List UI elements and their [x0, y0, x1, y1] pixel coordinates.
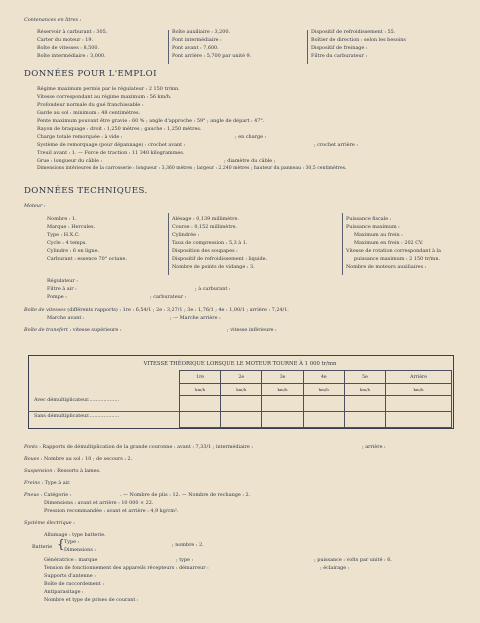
batterie-type: Type : [64, 539, 80, 545]
emploi-line: Garde au sol : minimum : 48 centimètres. [37, 110, 141, 116]
unit-cell: km/h [262, 384, 303, 396]
supports-antenne: Supports d'antenne : [44, 573, 96, 579]
moteur-item: Type : H.X.C. [47, 232, 80, 238]
boite-transfert-line [24, 327, 121, 333]
moteur-item: Dispositif de refroidissement : liquide. [172, 256, 268, 262]
emploi-line: ; en charge : [235, 134, 267, 140]
moteur-item: Puissance fiscale : [346, 216, 392, 222]
table-cell [344, 396, 385, 412]
regulateur-line: Régulateur : [47, 278, 78, 284]
pneus-dimensions: Dimensions : avant et arrière : 10 000 × 22. [44, 500, 154, 506]
moteur-item: Disposition des soupapes : [172, 248, 238, 254]
contenance-item: Boîte auxiliaire : 3,200. [172, 29, 231, 35]
unit-cell: km/h [221, 384, 262, 396]
marche-arriere-line: ; — Marche arrière : [170, 315, 221, 321]
emploi-line: Grue : longueur du câble : [37, 158, 103, 164]
moteur-label: Moteur : [24, 203, 46, 209]
contenance-item: Pont intermédiaire : [172, 37, 222, 43]
emploi-line: Système de remorquage (pour dépannage) : crochet avant : [37, 142, 186, 148]
roues-label: Roues [24, 456, 40, 462]
moteur-item: Puissance maximum : [346, 224, 400, 230]
contenance-item: Pont arrière : 5,700 par unité 9. [172, 53, 252, 59]
moteur-item: Cylindre : 6 en ligne. [47, 248, 100, 254]
freins-label: Freins [24, 480, 40, 486]
boite-vitesses-text: (différents rapports) : 1re : 6,54/1 ; 2e : 3,27/1 ; 3e : 1,76/1 ; 4e : 1,00/1 ; arrière : 7,24/1. [67, 307, 289, 313]
generatrice-puissance: ; puissance : volts par unité : 6. [314, 557, 392, 563]
unit-cell: km/h [180, 384, 221, 396]
table-cell [386, 412, 452, 428]
table-cell [262, 412, 303, 428]
moteur-item: Marque : Hercules. [47, 224, 96, 230]
moteur-item: Nombre : 1. [47, 216, 77, 222]
emploi-line: Treuil avant : 1. — Force de traction : 11 340 kilogrammes. [37, 150, 185, 156]
moteur-item: Cycle : 4 temps. [47, 240, 87, 246]
boite-transfert-label: Boîte de transfert [24, 327, 68, 333]
roues-line [24, 456, 132, 462]
column-divider [307, 30, 308, 64]
ponts-line [24, 444, 253, 450]
moteur-item: Taux de compression : 5,3 à 1. [172, 240, 248, 246]
moteur-item: Course : 0,152 millimètre. [172, 224, 238, 230]
table-cell [221, 412, 262, 428]
table-row-label: Avec démultiplicateur.................... [34, 397, 120, 403]
col-header: 4e [303, 371, 344, 384]
section-heading-emploi: DONNÉES POUR L'EMPLOI [24, 69, 157, 79]
emploi-line: Profondeur normale du gué franchissable : [37, 102, 144, 108]
freins-line [24, 480, 71, 486]
moteur-item: Alésage : 0,139 millimètre. [172, 216, 239, 222]
emploi-line: Vitesse correspondant au régime maximum : 56 km/h. [37, 94, 172, 100]
table-cell [180, 396, 221, 412]
allumage-line: Allumage : type batterie. [44, 532, 106, 538]
unit-cell: km/h [386, 384, 452, 396]
column-divider [168, 213, 169, 275]
batterie-brace: { [57, 537, 65, 551]
contenance-item: Pont avant : 7,600. [172, 45, 219, 51]
filtre-air-line: Filtre à air : [47, 286, 77, 292]
emploi-line: ; diamètre du câble ; [224, 158, 276, 164]
suspension-label: Suspension [24, 468, 53, 474]
col-header: 5e [344, 371, 385, 384]
pneus-line [24, 492, 71, 498]
contenance-item: Dispositif de refroidissement : 55. [311, 29, 396, 35]
moteur-item: puissance maximum : 2 150 tr/mn. [354, 256, 441, 262]
pneus-plis: . — Nombre de plis : 12. — Nombre de rechange : 2. [120, 492, 251, 498]
emploi-line: Rayon de braquage : droit : 1,250 mètres ; gauche : 1,250 mètres. [37, 126, 202, 132]
generatrice-line: Génératrice : marque [44, 557, 98, 563]
contenance-item: Boîtier de direction : selon les besoins [311, 37, 406, 43]
batterie-dimensions: Dimensions : [64, 547, 97, 553]
antiparasitage: Antiparasitage : [44, 589, 84, 595]
batterie-label: Batterie [32, 544, 53, 550]
moteur-item: Vitesse de rotation correspondant à la [346, 248, 441, 254]
moteur-item: Maximum au frein : [354, 232, 403, 238]
col-header: 1re [180, 371, 221, 384]
boite-transfert-text: : vitesse supérieure : [69, 327, 122, 333]
carburateur-line: ; carburateur : [150, 294, 187, 300]
table-cell [262, 396, 303, 412]
table-cell [303, 412, 344, 428]
table-row-divider [28, 411, 179, 412]
speed-table-title: VITESSE THÉORIQUE LORSQUE LE MOTEUR TOURNE À 1 000 tr/mn [143, 361, 337, 367]
roues-text: : Nombre au sol : 10 ; de secours : 2. [40, 456, 133, 462]
moteur-item: Cylindrée : [172, 232, 200, 238]
ponts-arriere: ; arrière : [362, 444, 386, 450]
column-divider [168, 30, 169, 64]
emploi-line: Dimensions intérieures de la carrosserie : longueur : 3,360 mètres ; largeur : 2,240 mètres ; hauteur du panneau : 30,5 centimètres. [37, 166, 347, 171]
moteur-item: Carburant : essence 70° octane. [47, 256, 127, 262]
filtre-carburant-line: ; à carburant : [195, 286, 231, 292]
emploi-line: Pente maximum pouvant être gravie : 60 % ; angle d'approche : 59° ; angle de départ : 47°. [37, 118, 265, 124]
electrique-label: Système électrique : [24, 520, 75, 526]
table-row-label: Sans démultiplicateur.................... [34, 413, 120, 419]
marche-avant-line: Marche avant : [47, 315, 85, 321]
speed-table [179, 370, 452, 428]
batterie-nombre: ; nombre : 2. [172, 542, 204, 548]
tension-line: Tension de fonctionnement des appareils récepteurs : démarreur : [44, 565, 209, 571]
prises-courant: Nombre et type de prises de courant : [44, 597, 139, 603]
moteur-item: Nombre de points de vidange : 3. [172, 264, 255, 270]
table-cell [221, 396, 262, 412]
table-cell [180, 412, 221, 428]
boite-vitesses-line [24, 307, 289, 313]
contenances-title: Contenances en litres : [24, 17, 82, 23]
suspension-text: : Ressorts à lames. [53, 468, 101, 474]
emploi-line: Régime maximum permis par le régulateur : 2 150 tr/mn. [37, 86, 180, 92]
emploi-line: Charge totale remorquée : à vide : [37, 134, 123, 140]
col-header: Arrière [386, 371, 452, 384]
column-divider [342, 213, 343, 275]
section-heading-techniques: DONNÉES TECHNIQUES. [24, 186, 148, 196]
ponts-text: : Rapports de démultiplication de la grande couronne : avant : 7,33/1 ; intermédiaire : [39, 444, 254, 450]
pneus-label: Pneus [24, 492, 39, 498]
contenance-item: Réservoir à carburant : 305. [37, 29, 108, 35]
table-cell [386, 396, 452, 412]
boite-vitesses-label: Boîte de vitesses [24, 307, 66, 313]
contenance-item: Filtre du carburateur : [311, 53, 368, 59]
col-header: 3e [262, 371, 303, 384]
contenance-item: Boîte intermédiaire : 3,000. [37, 53, 106, 59]
moteur-item: Maximum en frein : 202 CV. [354, 240, 424, 246]
freins-text: : Type à air. [41, 480, 71, 486]
moteur-item: Nombre de moteurs auxiliaires : [346, 264, 427, 270]
contenance-item: Boîte de vitesses : 8,500. [37, 45, 100, 51]
pompe-line: Pompe : [47, 294, 67, 300]
unit-cell: km/h [344, 384, 385, 396]
generatrice-type: ; type : [176, 557, 194, 563]
suspension-line [24, 468, 101, 474]
tension-eclairage: ; éclairage : [320, 565, 350, 571]
pneus-text: : Catégorie : [40, 492, 72, 498]
ponts-label: Ponts [24, 444, 38, 450]
col-header: 2e [221, 371, 262, 384]
table-cell [344, 412, 385, 428]
contenance-item: Dispositif de freinage : [311, 45, 368, 51]
table-cell [303, 396, 344, 412]
emploi-line: ; crochet arrière : [314, 142, 359, 148]
boite-raccordement: Boîte de raccordement : [44, 581, 104, 587]
unit-cell: km/h [303, 384, 344, 396]
vitesse-inferieure-line: ; vitesse inférieure : [227, 327, 277, 333]
contenance-item: Carter du moteur : 19. [37, 37, 94, 43]
pneus-pression: Pression recommandée : avant et arrière : 4,9 kg/cm². [44, 508, 179, 514]
